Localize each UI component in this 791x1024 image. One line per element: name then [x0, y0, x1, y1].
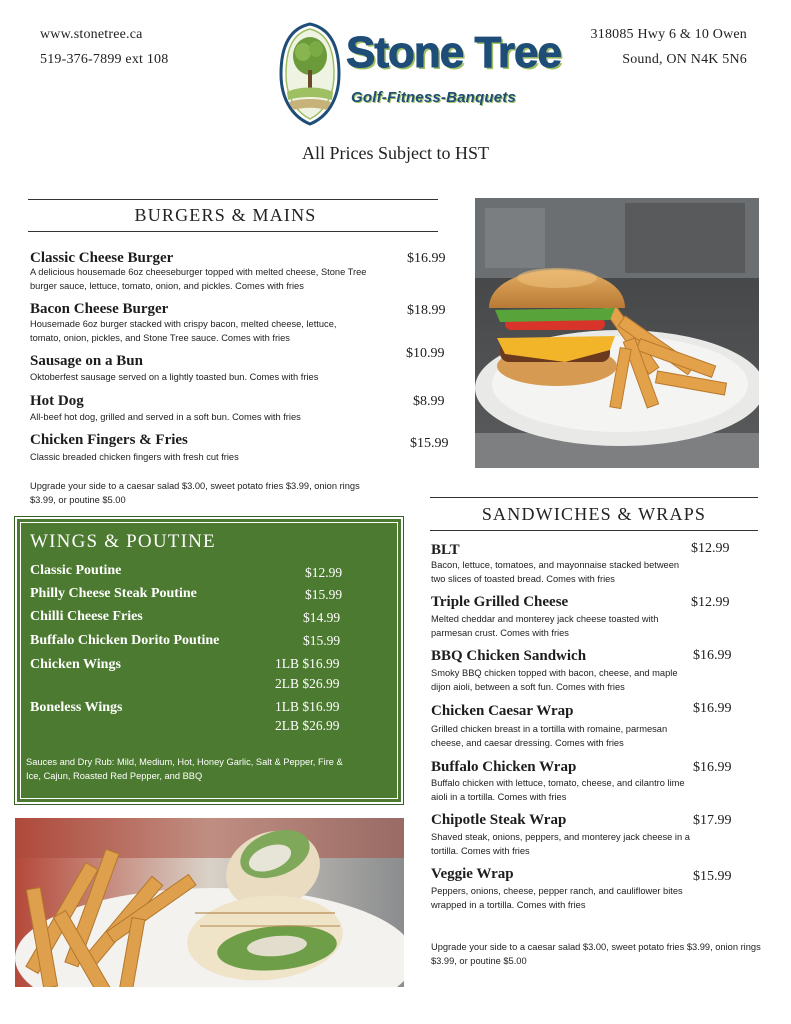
wings-item-name: Classic Poutine — [30, 563, 122, 578]
menu-item-price: $12.99 — [691, 595, 730, 610]
address-line1: 318085 Hwy 6 & 10 Owen — [590, 27, 747, 42]
wings-item-name: Philly Cheese Steak Poutine — [30, 586, 197, 601]
wings-item-name: Boneless Wings — [30, 700, 123, 715]
menu-item-name: Hot Dog — [30, 393, 84, 409]
menu-item-name: Classic Cheese Burger — [30, 250, 174, 266]
wings-item-name: Chilli Cheese Fries — [30, 609, 143, 624]
menu-item-desc: Grilled chicken breast in a tortilla with romaine, parmesan cheese, and caesar dressing. Comes with fries — [431, 724, 668, 748]
sauces-note: Sauces and Dry Rub: Mild, Medium, Hot, Honey Garlic, Salt & Pepper, Fire & Ice, Cajun, Roasted Red Pepper, and BBQ — [26, 757, 343, 781]
menu-item-price: $16.99 — [693, 760, 732, 775]
wings-poutine-panel — [15, 517, 403, 804]
sandwiches-upgrade-note: Upgrade your side to a caesar salad $3.00, sweet potato fries $3.99, onion rings $3.99, or poutine $5.00 — [431, 942, 761, 966]
menu-item-price: $10.99 — [406, 346, 445, 361]
menu-item-price: $15.99 — [693, 869, 732, 884]
menu-item-desc: All-beef hot dog, grilled and served in a soft bun. Comes with fries — [30, 412, 301, 422]
wings-item-price-2lb: 2LB $26.99 — [275, 676, 340, 691]
menu-item-price: $16.99 — [693, 701, 732, 716]
menu-item-price: $8.99 — [413, 394, 445, 409]
burgers-bottom-rule — [28, 231, 438, 232]
burgers-section-title: BURGERS & MAINS — [134, 205, 317, 225]
phone-text: 519-376-7899 ext 108 — [40, 52, 169, 67]
website-text: www.stonetree.ca — [40, 27, 143, 42]
wrap-photo — [15, 818, 404, 987]
wings-item-price-1lb: 1LB $16.99 — [275, 656, 340, 671]
sandwiches-bottom-rule — [430, 530, 758, 531]
wings-item-name: Buffalo Chicken Dorito Poutine — [30, 633, 220, 648]
wings-item-name: Chicken Wings — [30, 657, 121, 672]
burger-photo — [475, 198, 759, 468]
menu-item-name: Triple Grilled Cheese — [431, 594, 569, 610]
menu-item-name: Chicken Fingers & Fries — [30, 432, 188, 448]
menu-item-desc: Shaved steak, onions, peppers, and monterey jack cheese in a tortilla. Comes with fries — [431, 832, 690, 856]
wings-item-price: $12.99 — [305, 565, 343, 580]
menu-item-name: Buffalo Chicken Wrap — [431, 759, 577, 775]
menu-item-name: Veggie Wrap — [431, 866, 514, 882]
menu-item-price: $16.99 — [693, 648, 732, 663]
menu-item-desc: Oktoberfest sausage served on a lightly toasted bun. Comes with fries — [30, 372, 319, 382]
menu-item-desc: Housemade 6oz burger stacked with crispy bacon, melted cheese, lettuce, tomato, onion, pickles, and Stone Tree sauce. Comes with fries — [30, 319, 337, 343]
menu-item-name: BLT — [431, 542, 460, 558]
menu-item-name: BBQ Chicken Sandwich — [431, 648, 587, 664]
menu-item-desc: Buffalo chicken with lettuce, tomato, cheese, and cilantro lime aioli in a tortilla. Comes with fries — [431, 778, 685, 802]
wraps-and-fries-image-icon — [15, 818, 404, 987]
menu-item-name: Bacon Cheese Burger — [30, 301, 169, 317]
menu-item-price: $15.99 — [410, 436, 449, 451]
wings-item-price: $14.99 — [303, 610, 341, 625]
burgers-upgrade-note: Upgrade your side to a caesar salad $3.00, sweet potato fries $3.99, onion rings $3.99, or poutine $5.00 — [30, 481, 360, 505]
menu-item-name: Chicken Caesar Wrap — [431, 703, 574, 719]
address-line2: Sound, ON N4K 5N6 — [622, 52, 747, 67]
menu-item-price: $18.99 — [407, 303, 446, 318]
menu-item-name: Sausage on a Bun — [30, 353, 143, 369]
menu-item-price: $17.99 — [693, 813, 732, 828]
menu-item-name: Chipotle Steak Wrap — [431, 812, 567, 828]
menu-item-desc: Smoky BBQ chicken topped with bacon, cheese, and maple dijon aioli, between a soft fun. Comes with fries — [431, 668, 678, 692]
wings-item-price: $15.99 — [305, 587, 343, 602]
sandwiches-section-title: SANDWICHES & WRAPS — [481, 504, 707, 524]
stone-tree-emblem-icon — [279, 22, 341, 126]
menu-item-desc: Melted cheddar and monterey jack cheese toasted with parmesan crust. Comes with fries — [431, 614, 659, 638]
logo-tagline: Golf-Fitness-Banquets — [351, 89, 517, 106]
sandwiches-top-rule — [430, 497, 758, 498]
wings-item-price: $15.99 — [303, 633, 341, 648]
menu-item-price: $16.99 — [407, 251, 446, 266]
wings-item-price-2lb: 2LB $26.99 — [275, 718, 340, 733]
burger-and-fries-image-icon — [475, 198, 759, 468]
menu-item-price: $12.99 — [691, 541, 730, 556]
wings-section-title: WINGS & POUTINE — [30, 531, 216, 552]
burgers-top-rule — [28, 199, 438, 200]
menu-item-desc: Peppers, onions, cheese, pepper ranch, and cauliflower bites wrapped in a tortilla. Comes with fries — [431, 886, 683, 910]
logo-name: Stone Tree — [346, 28, 561, 77]
tax-note: All Prices Subject to HST — [302, 143, 489, 163]
menu-item-desc: Bacon, lettuce, tomatoes, and mayonnaise stacked between two slices of toasted bread. Comes with fries — [431, 560, 680, 584]
wings-item-price-1lb: 1LB $16.99 — [275, 699, 340, 714]
menu-item-desc: Classic breaded chicken fingers with fresh cut fries — [30, 452, 239, 462]
menu-item-desc: A delicious housemade 6oz cheeseburger topped with melted cheese, Stone Tree burger sauce, lettuce, tomato, onion, and pickles. Comes with fries — [30, 267, 367, 291]
